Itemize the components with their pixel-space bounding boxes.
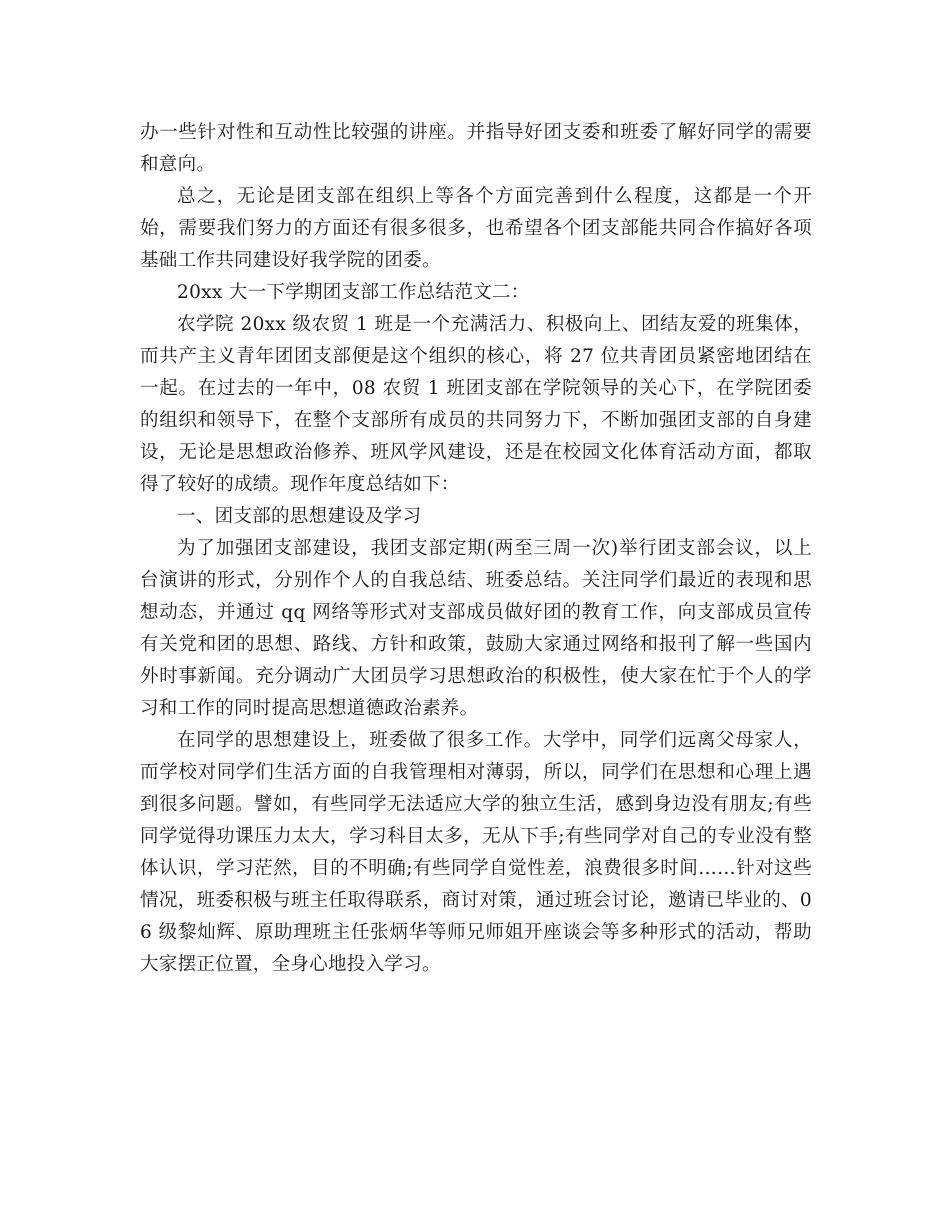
paragraph-2: 总之，无论是团支部在组织上等各个方面完善到什么程度，这都是一个开始，需要我们努力的方面还有很多很多，也希望各个团支部能共同合作搞好各项基础工作共同建设好我学院的团委。 (140, 186, 812, 271)
paragraph-7: 在同学的思想建设上，班委做了很多工作。大学中，同学们远离父母家人，而学校对同学们生活方面的自我管理相对薄弱，所以，同学们在思想和心理上遇到很多问题。譬如，有些同学无法适应大学的独立生活，感到身边没有朋友;有些同学觉得功课压力太大，学习科目太多，无从下手;有些同学对自己的专业没有整体认识，学习茫然，目的不明确;有些同学自觉性差，浪费很多时间……针对这些情况，班委积极与班主任取得联系，商讨对策，通过班会讨论，邀请已毕业的、06 级黎灿辉、原助理班主任张炳华等师兄师姐开座谈会等多种形式的活动，帮助大家摆正位置，全身心地投入学习。 (140, 730, 812, 975)
section-heading-ideological-building: 一、团支部的思想建设及学习 (177, 506, 422, 527)
section-heading-essay-two: 20xx 大一下学期团支部工作总结范文二： (177, 282, 530, 303)
paragraph-6: 为了加强团支部建设，我团支部定期(两至三周一次)举行团支部会议，以上台演讲的形式，分别作个人的自我总结、班委总结。关注同学们最近的表现和思想动态，并通过 qq 网络等形式对支部成员做好团的教育工作，向支部成员宣传有关党和团的思想、路线、方针和政策，鼓励大家通过网络和报刊了解一些国内外时事新闻。充分调动广大团员学习思想政治的积极性，使大家在忙于个人的学习和工作的同时提高思想道德政治素养。 (140, 538, 812, 719)
document-body (140, 117, 812, 981)
paragraph-1: 办一些针对性和互动性比较强的讲座。并指导好团支委和班委了解好同学的需要和意向。 (140, 122, 812, 175)
paragraph-4: 农学院 20xx 级农贸 1 班是一个充满活力、积极向上、团结友爱的班集体，而共产主义青年团团支部便是这个组织的核心，将 27 位共青团员紧密地团结在一起。在过去的一年中，08 农贸 1 班团支部在学院领导的关心下，在学院团委的组织和领导下，在整个支部所有成员的共同努力下，不断加强团支部的自身建设，无论是思想政治修养、班风学风建设，还是在校园文化体育活动方面，都取得了较好的成绩。现作年度总结如下： (140, 314, 812, 495)
